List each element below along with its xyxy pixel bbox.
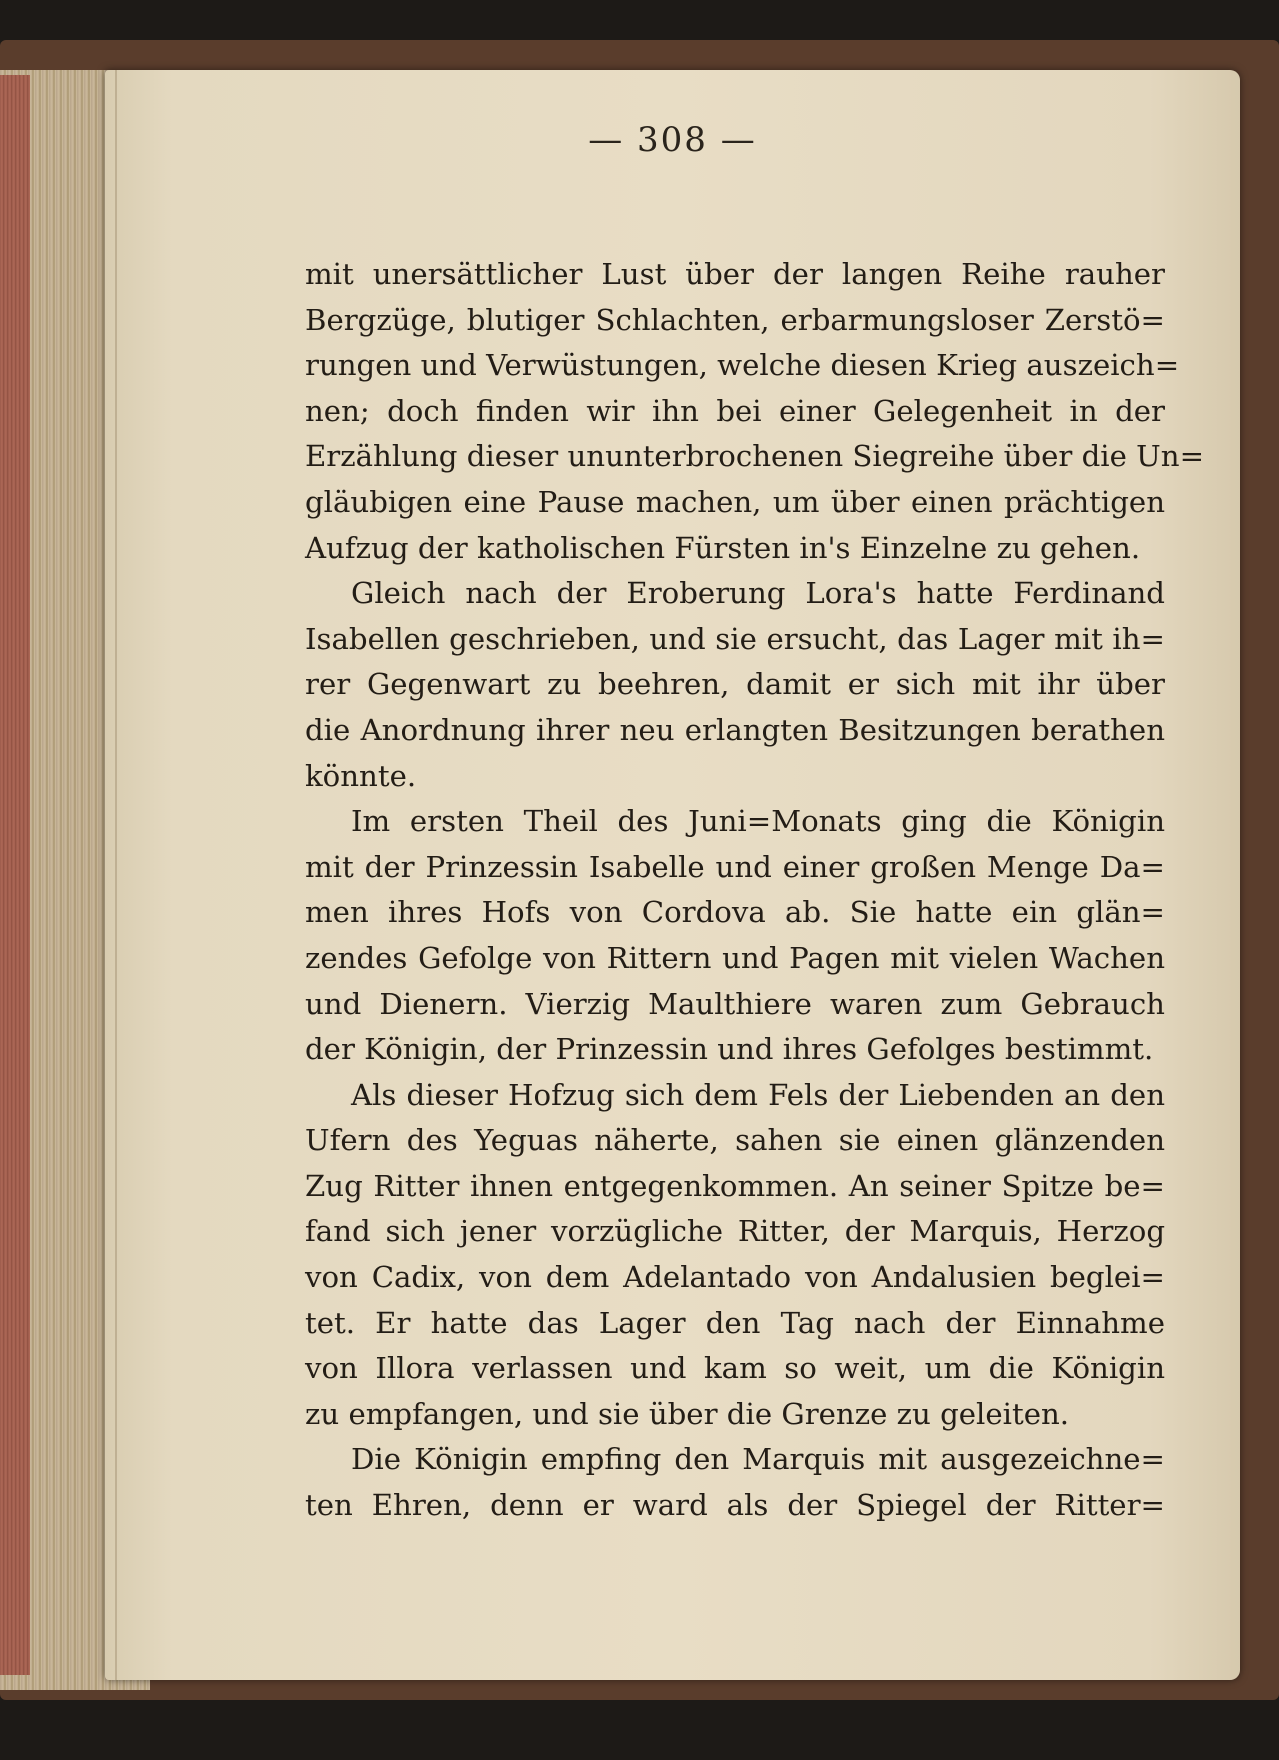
- text-line: rungen und Verwüstungen, welche diesen Krieg auszeich=: [305, 348, 1180, 383]
- text-line: Als dieser Hofzug sich dem Fels der Liebenden an den: [351, 1077, 1165, 1112]
- text-line: men ihres Hofs von Cordova ab. Sie hatte ein glän=: [305, 895, 1165, 930]
- body-text: [305, 252, 1205, 1529]
- text-line: ten Ehren, denn er ward als der Spiegel der Ritter=: [305, 1488, 1165, 1523]
- text-line: zendes Gefolge von Rittern und Pagen mit vielen Wachen: [305, 940, 1165, 975]
- text-line: von Cadix, von dem Adelantado von Andalusien beglei=: [305, 1260, 1165, 1295]
- page-number: — 308 —: [588, 120, 757, 160]
- text-line: Die Königin empfing den Marquis mit ausgezeichne=: [351, 1442, 1165, 1477]
- text-line: Zug Ritter ihnen entgegenkommen. An seiner Spitze be=: [305, 1168, 1165, 1203]
- text-line: die Anordnung ihrer neu erlangten Besitzungen berathen: [305, 712, 1165, 747]
- text-line: der Königin, der Prinzessin und ihres Gefolges bestimmt.: [305, 1032, 1154, 1067]
- text-line: und Dienern. Vierzig Maulthiere waren zum Gebrauch: [305, 986, 1165, 1021]
- text-line: mit der Prinzessin Isabelle und einer großen Menge Da=: [305, 849, 1165, 884]
- text-line: nen; doch finden wir ihn bei einer Gelegenheit in der: [305, 393, 1165, 428]
- text-line: von Illora verlassen und kam so weit, um die Königin: [305, 1351, 1165, 1386]
- text-line: könnte.: [305, 758, 417, 793]
- text-line: rer Gegenwart zu beehren, damit er sich mit ihr über: [305, 667, 1165, 702]
- text-line: Bergzüge, blutiger Schlachten, erbarmungsloser Zerstö=: [305, 302, 1165, 337]
- page-edge-red: [0, 75, 30, 1675]
- text-line: Gleich nach der Eroberung Lora's hatte Ferdinand: [351, 576, 1165, 611]
- text-line: Ufern des Yeguas näherte, sahen sie einen glänzenden: [305, 1123, 1165, 1158]
- text-line: Im ersten Theil des Juni=Monats ging die Königin: [351, 804, 1165, 839]
- text-line: Erzählung dieser ununterbrochenen Siegreihe über die Un=: [305, 439, 1205, 474]
- text-line: fand sich jener vorzügliche Ritter, der Marquis, Herzog: [305, 1214, 1165, 1249]
- text-line: mit unersättlicher Lust über der langen Reihe rauher: [305, 257, 1165, 291]
- text-line: tet. Er hatte das Lager den Tag nach der Einnahme: [305, 1305, 1165, 1340]
- text-line: Aufzug der katholischen Fürsten in's Einzelne zu gehen.: [305, 530, 1141, 565]
- page-fold: [115, 70, 117, 1680]
- text-line: Isabellen geschrieben, und sie ersucht, das Lager mit ih=: [305, 621, 1165, 656]
- text-line: gläubigen eine Pause machen, um über einen prächtigen: [305, 484, 1165, 519]
- text-line: zu empfangen, und sie über die Grenze zu geleiten.: [305, 1396, 1070, 1431]
